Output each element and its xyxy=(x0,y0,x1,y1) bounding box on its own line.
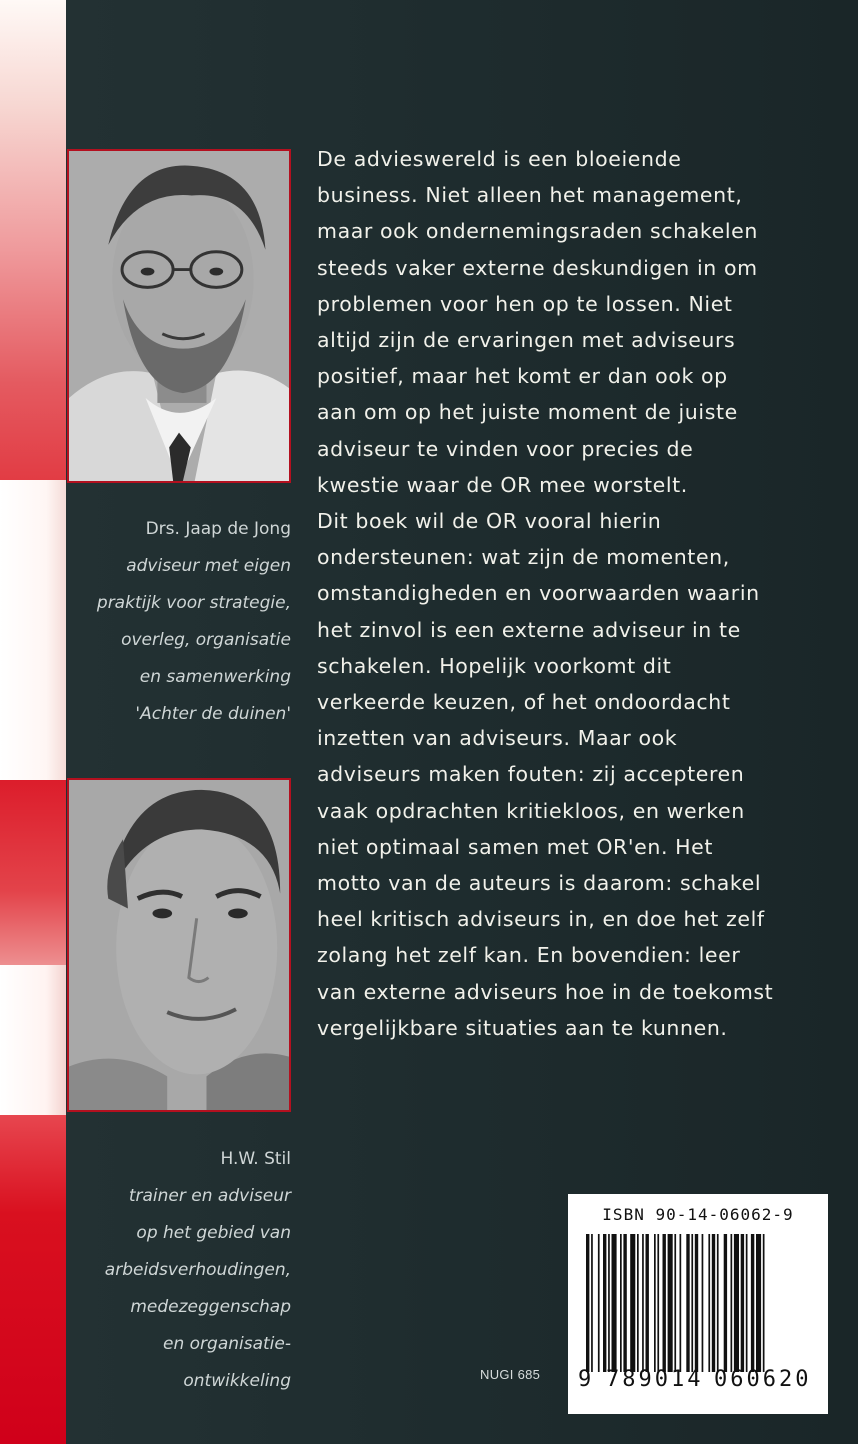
barcode-bar xyxy=(702,1234,704,1372)
ean-digit-group-right: 060620 xyxy=(714,1367,812,1392)
blurb-line: vaak opdrachten kritiekloos, en werken xyxy=(317,798,745,823)
blurb-line: aan om op het juiste moment de juiste xyxy=(317,400,738,425)
portrait-illustration xyxy=(69,780,289,1110)
barcode-bar xyxy=(663,1234,666,1372)
barcode-bar xyxy=(668,1234,673,1372)
author-name: H.W. Stil xyxy=(220,1149,291,1169)
blurb-line: omstandigheden en voorwaarden waarin xyxy=(317,581,760,606)
ean-digits xyxy=(568,1367,828,1407)
blurb-line: het zinvol is een externe adviseur in te xyxy=(317,617,741,642)
barcode-bar xyxy=(756,1234,761,1372)
barcode-bar xyxy=(608,1234,610,1372)
isbn-number: ISBN 90-14-06062-9 xyxy=(602,1205,794,1224)
barcode-bar xyxy=(586,1234,589,1372)
blurb-line: adviseur te vinden voor precies de xyxy=(317,436,694,461)
blurb-line: business. Niet alleen het management, xyxy=(317,183,743,208)
ean-digit-group-left: 789014 xyxy=(606,1367,704,1392)
barcode-bar xyxy=(646,1234,649,1372)
author-description-line: praktijk voor strategie, xyxy=(96,593,291,613)
barcode-bar xyxy=(712,1234,715,1372)
barcode-icon xyxy=(586,1234,816,1372)
blurb-line: De advieswereld is een bloeiende xyxy=(317,147,682,171)
barcode-bar xyxy=(751,1234,754,1372)
blurb-line: schakelen. Hopelijk voorkomt dit xyxy=(317,653,672,678)
blurb-line: vergelijkbare situaties aan te kunnen. xyxy=(317,1015,728,1040)
strip-band-white-lower xyxy=(0,965,66,1115)
portrait-illustration xyxy=(69,151,289,481)
barcode-bar xyxy=(637,1234,639,1372)
barcode-panel xyxy=(568,1194,828,1414)
blurb-line: niet optimaal samen met OR'en. Het xyxy=(317,834,714,859)
barcode-bar xyxy=(763,1234,765,1372)
nugi-code: NUGI 685 xyxy=(480,1367,541,1382)
blurb-line: maar ook ondernemingsraden schakelen xyxy=(317,219,758,244)
author-description-line: medezeggenschap xyxy=(130,1297,291,1317)
blurb-line: altijd zijn de ervaringen met adviseurs xyxy=(317,328,736,353)
blurb-line: motto van de auteurs is daarom: schakel xyxy=(317,871,762,896)
barcode-bar xyxy=(734,1234,739,1372)
author-description-line: en samenwerking xyxy=(139,667,291,687)
barcode-bar xyxy=(741,1234,744,1372)
author-name: Drs. Jaap de Jong xyxy=(145,519,291,539)
blurb-line: problemen voor hen op te lossen. Niet xyxy=(317,291,733,316)
author-description-line: 'Achter de duinen' xyxy=(135,704,291,724)
author-description-line: op het gebied van xyxy=(136,1223,291,1243)
barcode-bar xyxy=(657,1234,659,1372)
barcode-bar xyxy=(680,1234,682,1372)
barcode-bar xyxy=(598,1234,600,1372)
barcode-bar xyxy=(623,1234,626,1372)
author-description-line: ontwikkeling xyxy=(183,1371,291,1391)
author-description-line: en organisatie- xyxy=(163,1334,291,1354)
blurb-text xyxy=(317,141,837,1046)
blurb-line: Dit boek wil de OR vooral hierin xyxy=(317,509,662,534)
barcode-bar xyxy=(674,1234,676,1372)
barcode-bar xyxy=(686,1234,689,1372)
author-caption-jaap-de-jong xyxy=(97,511,291,733)
blurb-line: inzetten van adviseurs. Maar ook xyxy=(317,726,678,751)
blurb-line: heel kritisch adviseurs in, en doe het zelf xyxy=(317,907,765,932)
author-description-line: overleg, organisatie xyxy=(121,630,291,650)
barcode-bar xyxy=(654,1234,656,1372)
strip-band-red xyxy=(0,780,66,965)
author-description-line: arbeidsverhoudingen, xyxy=(104,1260,291,1280)
blurb-line: positief, maar het komt er dan ook op xyxy=(317,364,728,389)
barcode-bar xyxy=(717,1234,719,1372)
blurb-line: adviseurs maken fouten: zij accepteren xyxy=(317,762,745,787)
blurb-line: ondersteunen: wat zijn de momenten, xyxy=(317,545,730,570)
strip-band-white xyxy=(0,480,66,780)
blurb-line: steeds vaker externe deskundigen in om xyxy=(317,255,758,280)
left-color-strip xyxy=(0,0,66,1444)
barcode-bar xyxy=(731,1234,733,1372)
barcode-bar xyxy=(724,1234,727,1372)
barcode-bar xyxy=(620,1234,622,1372)
blurb-line: kwestie waar de OR mee worstelt. xyxy=(317,472,688,497)
author-caption-hw-stil xyxy=(105,1141,291,1400)
barcode-bar xyxy=(612,1234,617,1372)
barcode-bar xyxy=(746,1234,748,1372)
barcode-bar xyxy=(642,1234,644,1372)
author-description-line: adviseur met eigen xyxy=(126,556,291,576)
strip-band-bottom xyxy=(0,1115,66,1444)
barcode-bar xyxy=(603,1234,606,1372)
barcode-bar xyxy=(630,1234,635,1372)
barcode-bar xyxy=(591,1234,593,1372)
blurb-line: verkeerde keuzen, of het ondoordacht xyxy=(317,690,731,715)
author-description-line: trainer en adviseur xyxy=(128,1186,291,1206)
author-photo-jaap-de-jong xyxy=(67,149,291,483)
ean-digit-prefix: 9 xyxy=(578,1367,592,1392)
author-photo-hw-stil xyxy=(67,778,291,1112)
strip-band-top xyxy=(0,0,66,480)
blurb-line: zolang het zelf kan. En bovendien: leer xyxy=(317,943,741,968)
barcode-bar xyxy=(691,1234,693,1372)
barcode-bar xyxy=(695,1234,698,1372)
barcode-bar xyxy=(708,1234,710,1372)
blurb-line: van externe adviseurs hoe in de toekomst xyxy=(317,979,774,1004)
